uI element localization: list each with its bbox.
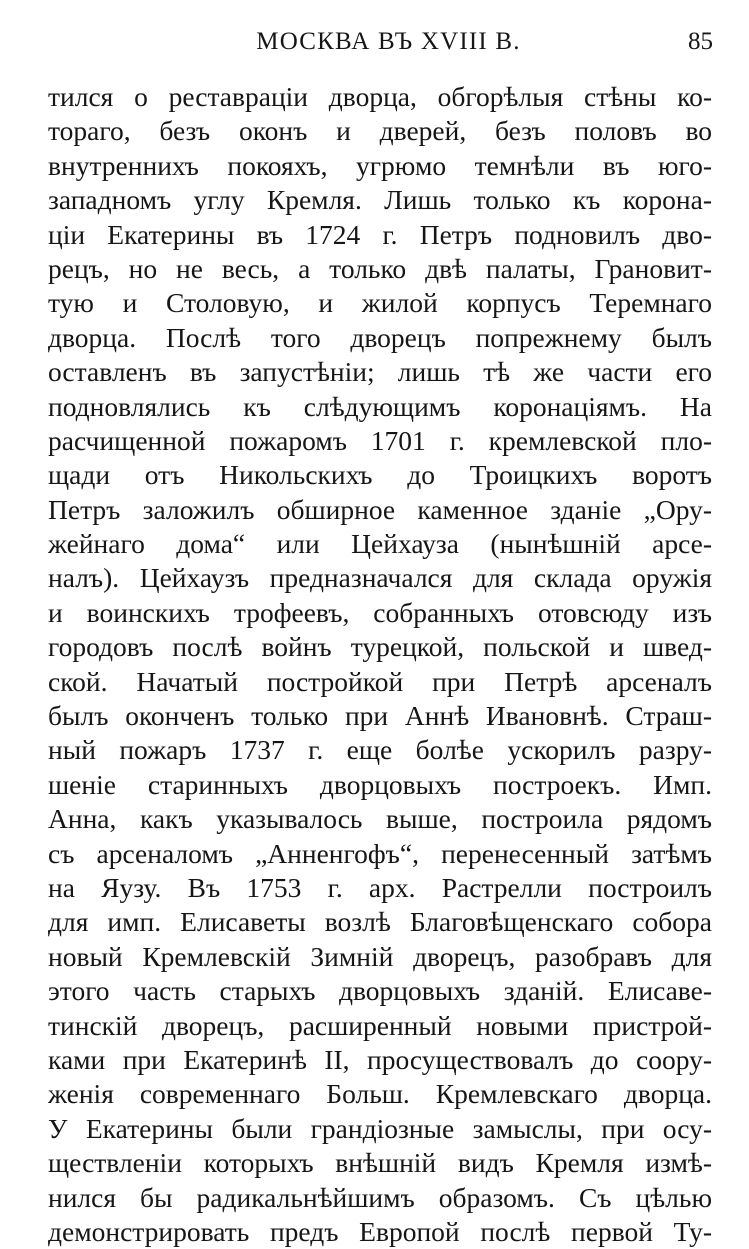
text-line: демонстрировать предъ Европой послѣ первой Ту- [48, 1215, 712, 1247]
running-head [0, 26, 749, 58]
text-line: женія современнаго Больш. Кремлевскаго дворца. [48, 1078, 712, 1110]
text-line: ный пожаръ 1737 г. еще болѣе ускорилъ разру- [48, 734, 712, 766]
text-line: на Яузу. Въ 1753 г. арх. Растрелли построилъ [48, 871, 712, 903]
text-line: тинскій дворецъ, расширенный новыми пристрой- [48, 1009, 712, 1041]
text-line: западномъ углу Кремля. Лишь только къ корона- [48, 184, 712, 216]
text-line: тораго, безъ оконъ и дверей, безъ половъ во [48, 115, 712, 147]
text-line: налъ). Цейхаузъ предназначался для склада оружія [48, 562, 712, 594]
text-line: расчищенной пожаромъ 1701 г. кремлевской пло- [48, 424, 712, 456]
text-line: былъ оконченъ только при Аннѣ Ивановнѣ. Страш- [48, 700, 712, 732]
text-line: тился о реставраціи дворца, обгорѣлыя стѣны ко- [48, 81, 712, 112]
text-line: городовъ послѣ войнъ турецкой, польской и швед- [48, 631, 712, 663]
text-line: дворца. Послѣ того дворецъ попрежнему былъ [48, 321, 712, 353]
text-line: жейнаго дома“ или Цейхауза (нынѣшній арсе- [48, 528, 712, 560]
text-line: Петръ заложилъ обширное каменное зданіе „Ору- [48, 493, 712, 525]
text-line: ществленіи которыхъ внѣшній видъ Кремля измѣ- [48, 1147, 712, 1179]
text-line: и воинскихъ трофеевъ, собранныхъ отовсюду изъ [48, 596, 712, 628]
text-line: У Екатерины были грандіозные замыслы, при осу- [48, 1112, 712, 1144]
text-line: ской. Начатый постройкой при Петрѣ арсеналъ [48, 665, 712, 697]
text-line: подновлялись къ слѣдующимъ коронаціямъ. На [48, 390, 712, 422]
text-line: этого часть старыхъ дворцовыхъ зданій. Елисаве- [48, 975, 712, 1007]
text-line: Анна, какъ указывалось выше, построила рядомъ [48, 803, 712, 835]
text-line: ками при Екатеринѣ II, просуществовалъ до соору- [48, 1043, 712, 1075]
body-text [48, 80, 712, 1249]
text-line: щади отъ Никольскихъ до Троицкихъ воротъ [48, 459, 712, 491]
text-line: внутреннихъ покояхъ, угрюмо темнѣли въ юго- [48, 149, 712, 181]
text-line: для имп. Елисаветы возлѣ Благовѣщенскаго собора [48, 906, 712, 938]
text-line: оставленъ въ запустѣніи; лишь тѣ же части его [48, 356, 712, 388]
text-line: нился бы радикальнѣйшимъ образомъ. Съ цѣлью [48, 1181, 712, 1213]
text-line: тую и Столовую, и жилой корпусъ Теремнаго [48, 287, 712, 319]
text-line: новый Кремлевскій Зимній дворецъ, разобравъ для [48, 940, 712, 972]
text-line: съ арсеналомъ „Анненгофъ“, перенесенный затѣмъ [48, 837, 712, 869]
running-title: МОСКВА ВЪ XVIII В. [256, 28, 521, 55]
text-line: шеніе старинныхъ дворцовыхъ построекъ. Имп. [48, 768, 712, 800]
text-line: рецъ, но не весь, а только двѣ палаты, Грановит- [48, 252, 712, 284]
page-number: 85 [688, 28, 713, 55]
text-line: ціи Екатерины въ 1724 г. Петръ подновилъ дво- [48, 218, 712, 250]
